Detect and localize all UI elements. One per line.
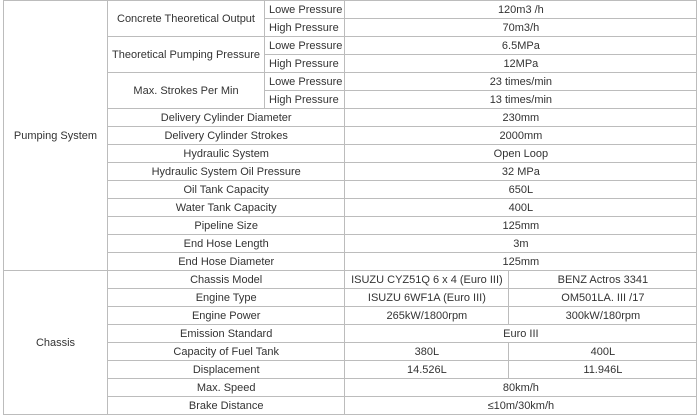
spec-value: 400L <box>345 199 697 217</box>
spec-label: Concrete Theoretical Output <box>108 1 265 37</box>
table-row <box>4 325 697 343</box>
spec-label: Theoretical Pumping Pressure <box>108 37 265 73</box>
spec-label: Hydraulic System Oil Pressure <box>108 163 345 181</box>
spec-value: 300kW/180rpm <box>509 307 697 325</box>
table-row <box>4 235 697 253</box>
spec-value: Euro III <box>345 325 697 343</box>
spec-label: Chassis Model <box>108 271 345 289</box>
spec-label: Engine Power <box>108 307 345 325</box>
table-row <box>4 109 697 127</box>
spec-value: 120m3 /h <box>345 1 697 19</box>
sub-label: High Pressure <box>265 91 345 109</box>
table-row <box>4 163 697 181</box>
table-row <box>4 73 697 91</box>
spec-label: Pipeline Size <box>108 217 345 235</box>
spec-label: Max. Speed <box>108 379 345 397</box>
spec-value: 70m3/h <box>345 19 697 37</box>
spec-value: 14.526L <box>345 361 509 379</box>
spec-label: End Hose Diameter <box>108 253 345 271</box>
table-row <box>4 37 697 55</box>
sub-label: Lowe Pressure <box>265 73 345 91</box>
spec-value: 3m <box>345 235 697 253</box>
table-row <box>4 289 697 307</box>
table-row <box>4 1 697 19</box>
spec-value: ≤10m/30km/h <box>345 397 697 415</box>
spec-value: ISUZU 6WF1A (Euro III) <box>345 289 509 307</box>
spec-label: Delivery Cylinder Diameter <box>108 109 345 127</box>
spec-table-wrapper <box>3 0 697 415</box>
spec-label: Capacity of Fuel Tank <box>108 343 345 361</box>
sub-label: Lowe Pressure <box>265 37 345 55</box>
table-row <box>4 361 697 379</box>
table-row <box>4 127 697 145</box>
spec-label: End Hose Length <box>108 235 345 253</box>
spec-value: ISUZU CYZ51Q 6 x 4 (Euro III) <box>345 271 509 289</box>
table-row <box>4 379 697 397</box>
table-row <box>4 271 697 289</box>
spec-value: 80km/h <box>345 379 697 397</box>
spec-value: 32 MPa <box>345 163 697 181</box>
spec-value: 13 times/min <box>345 91 697 109</box>
table-row <box>4 307 697 325</box>
sub-label: High Pressure <box>265 55 345 73</box>
sub-label: Lowe Pressure <box>265 1 345 19</box>
table-row <box>4 253 697 271</box>
spec-value: BENZ Actros 3341 <box>509 271 697 289</box>
spec-value: 125mm <box>345 253 697 271</box>
spec-value: 400L <box>509 343 697 361</box>
table-row <box>4 343 697 361</box>
spec-value: 650L <box>345 181 697 199</box>
spec-label: Hydraulic System <box>108 145 345 163</box>
spec-label: Delivery Cylinder Strokes <box>108 127 345 145</box>
spec-label: Max. Strokes Per Min <box>108 73 265 109</box>
table-row <box>4 397 697 415</box>
table-row <box>4 217 697 235</box>
spec-value: 6.5MPa <box>345 37 697 55</box>
spec-label: Displacement <box>108 361 345 379</box>
spec-value: 230mm <box>345 109 697 127</box>
spec-value: 2000mm <box>345 127 697 145</box>
spec-value: 380L <box>345 343 509 361</box>
spec-value: 125mm <box>345 217 697 235</box>
spec-value: Open Loop <box>345 145 697 163</box>
spec-label: Engine Type <box>108 289 345 307</box>
spec-value: 265kW/1800rpm <box>345 307 509 325</box>
spec-label: Oil Tank Capacity <box>108 181 345 199</box>
sub-label: High Pressure <box>265 19 345 37</box>
table-row <box>4 181 697 199</box>
spec-label: Emission Standard <box>108 325 345 343</box>
spec-label: Water Tank Capacity <box>108 199 345 217</box>
spec-label: Brake Distance <box>108 397 345 415</box>
table-row <box>4 199 697 217</box>
specification-table <box>3 0 697 415</box>
spec-value: 23 times/min <box>345 73 697 91</box>
spec-value: 12MPa <box>345 55 697 73</box>
spec-value: 11.946L <box>509 361 697 379</box>
section-pumping-system: Pumping System <box>4 1 108 271</box>
section-chassis: Chassis <box>4 271 108 415</box>
spec-value: OM501LA. III /17 <box>509 289 697 307</box>
table-row <box>4 145 697 163</box>
